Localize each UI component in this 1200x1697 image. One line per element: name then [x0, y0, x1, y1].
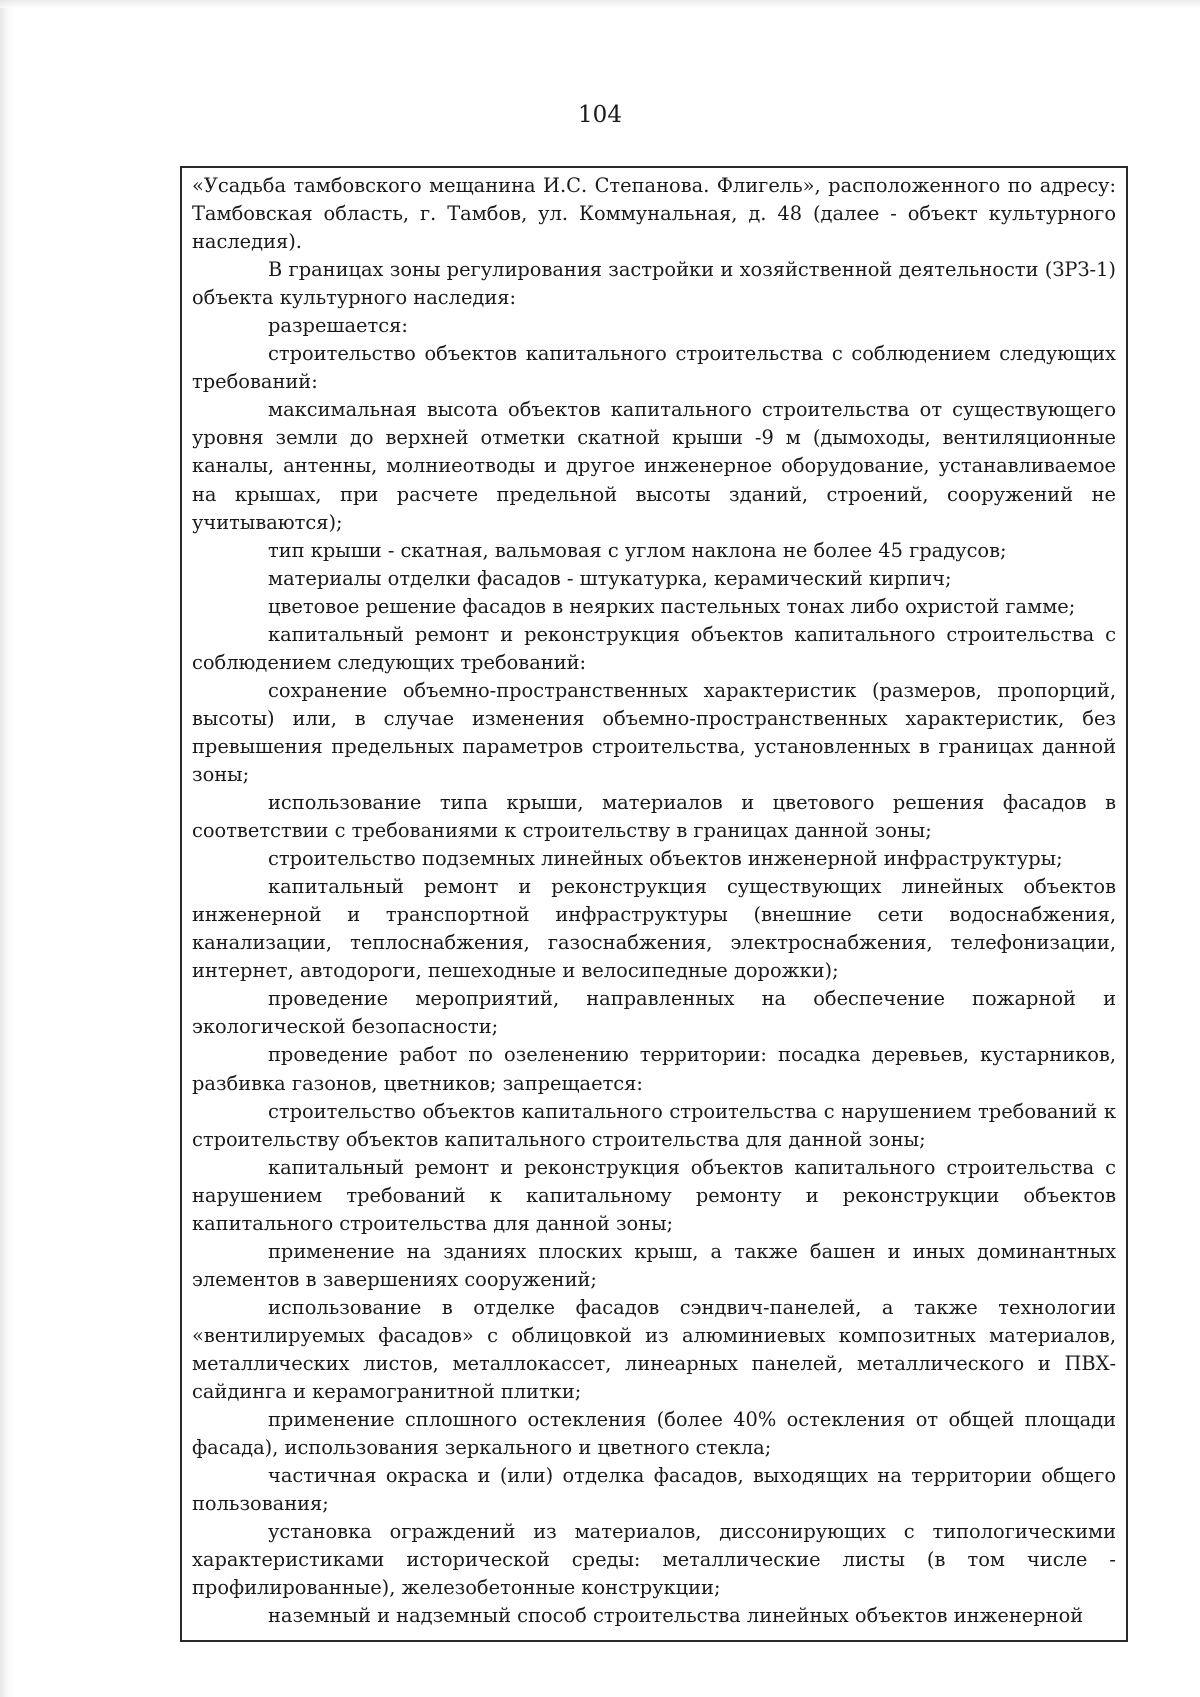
paragraph: материалы отделки фасадов - штукатурка, керамический кирпич;: [268, 566, 952, 590]
paragraph: максимальная высота объектов капитального строительства от существующего уровня земли до верхней отметки скатной крыши -9 м (дымоходы, вентиляционные каналы, антенны, молниеотводы и другое инженерное оборудование, устанавливаемое на крышах, при расчете предельной высоты зданий, строений, сооружений не учитываются);: [192, 398, 1116, 534]
paragraph: сохранение объемно-пространственных характеристик (размеров, пропорций, высоты) или, в случае изменения объемно-пространственных характеристик, без превышения предельных параметров строительства, установленных в границах данной зоны;: [192, 678, 1116, 786]
page-number: 104: [578, 102, 622, 128]
paragraph: капитальный ремонт и реконструкция объектов капитального строительства с соблюдением следующих требований:: [192, 622, 1116, 674]
paragraph: тип крыши - скатная, вальмовая с углом наклона не более 45 градусов;: [268, 538, 1007, 562]
paragraph: строительство объектов капитального строительства с соблюдением следующих требований:: [192, 342, 1116, 394]
paragraph: строительство подземных линейных объектов инженерной инфраструктуры;: [268, 847, 1063, 871]
paragraph: «Усадьба тамбовского мещанина И.С. Степанова. Флигель», расположенного по адресу: Тамбовская область, г. Тамбов, ул. Коммунальная, д. 48 (далее - объект культурного наследия).: [192, 174, 1116, 254]
document-body-frame: [180, 166, 1128, 1642]
paragraph: применение на зданиях плоских крыш, а также башен и иных доминантных элементов в завершениях сооружений;: [192, 1239, 1116, 1291]
paragraph: применение сплошного остекления (более 40% остекления от общей площади фасада), использования зеркального и цветного стекла;: [192, 1408, 1116, 1460]
paragraph: проведение работ по озеленению территории: посадка деревьев, кустарников, разбивка газонов, цветников; запрещается:: [192, 1043, 1116, 1095]
scan-shadow-top: [0, 0, 1200, 8]
paragraph: капитальный ремонт и реконструкция объектов капитального строительства с нарушением требований к капитальному ремонту и реконструкции объектов капитального строительства для данной зоны;: [192, 1155, 1116, 1235]
paragraph: наземный и надземный способ строительства линейных объектов инженерной: [268, 1604, 1084, 1628]
paragraph: В границах зоны регулирования застройки и хозяйственной деятельности (ЗРЗ-1) объекта культурного наследия:: [192, 258, 1116, 310]
paragraph: использование типа крыши, материалов и цветового решения фасадов в соответствии с требованиями к строительству в границах данной зоны;: [192, 791, 1116, 843]
paragraph: установка ограждений из материалов, диссонирующих с типологическими характеристиками исторической среды: металлические листы (в том числе - профилированные), железобетонные конструкции;: [192, 1520, 1116, 1600]
paragraph: капитальный ремонт и реконструкция существующих линейных объектов инженерной и транспортной инфраструктуры (внешние сети водоснабжения, канализации, теплоснабжения, газоснабжения, электроснабжения, телефонизации, интернет, автодороги, пешеходные и велосипедные дорожки);: [192, 875, 1116, 983]
paragraph: использование в отделке фасадов сэндвич-панелей, а также технологии «вентилируемых фасадов» с облицовкой из алюминиевых композитных материалов, металлических листов, металлокассет, линеарных панелей, металлического и ПВХ-сайдинга и керамогранитной плитки;: [192, 1295, 1116, 1404]
paragraph: цветовое решение фасадов в неярких пастельных тонах либо охристой гамме;: [268, 594, 1076, 618]
paragraph: строительство объектов капитального строительства с нарушением требований к строительству объектов капитального строительства для данной зоны;: [192, 1099, 1116, 1151]
paragraph: проведение мероприятий, направленных на обеспечение пожарной и экологической безопасности;: [192, 987, 1116, 1039]
paragraph: частичная окраска и (или) отделка фасадов, выходящих на территории общего пользования;: [192, 1464, 1116, 1516]
paragraph: разрешается:: [268, 314, 408, 338]
scan-shadow-left: [0, 0, 14, 1697]
